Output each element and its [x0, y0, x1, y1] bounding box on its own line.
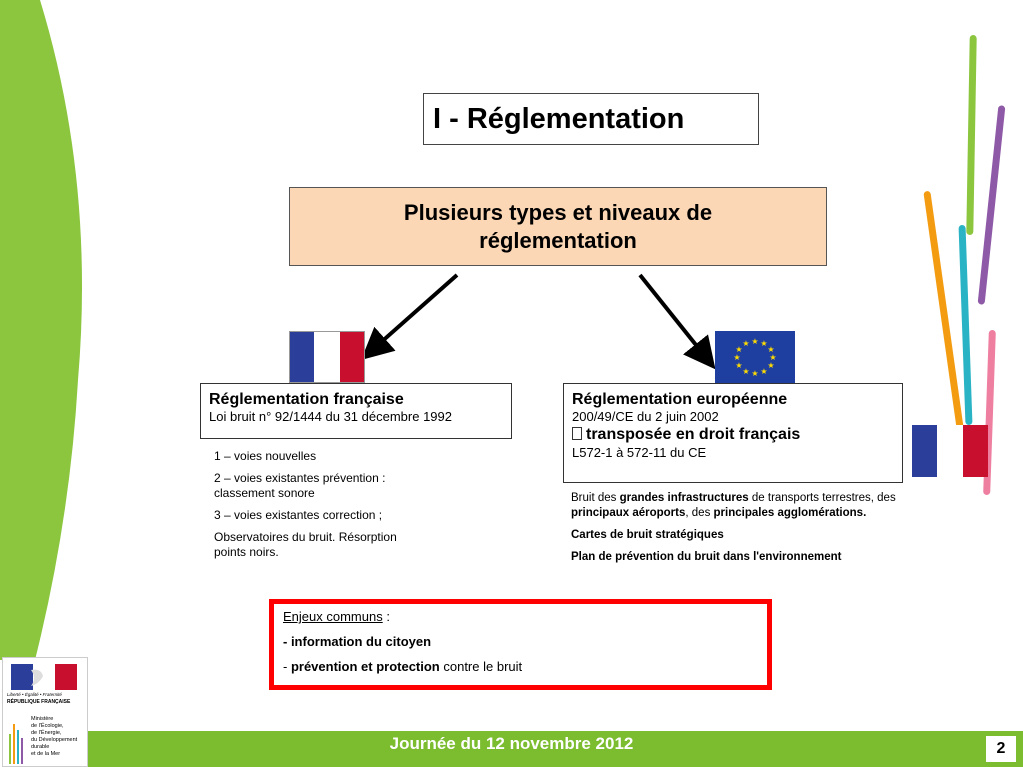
french-measures-list: [214, 449, 429, 567]
common-issues-heading: Enjeux communs :: [283, 609, 390, 624]
common-item-prevention: - prévention et protection contre le bruit: [283, 659, 523, 674]
svg-text:★: ★: [735, 345, 743, 354]
eu-flag: [715, 331, 795, 385]
transposition-text: transposée en droit français: [586, 426, 801, 443]
arrow-icon: [572, 427, 582, 440]
slide-title: I - Réglementation: [423, 93, 759, 145]
subtitle-box: [289, 187, 827, 266]
footer-text: Journée du 12 novembre 2012: [389, 734, 634, 753]
subtitle-text: Plusieurs types et niveaux de réglementation: [403, 199, 713, 253]
logo-motto: Liberté • Égalité • Fraternité: [7, 692, 62, 697]
svg-text:★: ★: [760, 367, 768, 376]
eu-scope: Bruit des grandes infrastructures de transports terrestres, des principaux aéroports, des principales agglomérations.: [571, 492, 896, 519]
arrow-left: [370, 275, 457, 352]
svg-text:★: ★: [767, 361, 775, 370]
european-details: [571, 491, 896, 572]
svg-text:★: ★: [767, 345, 775, 354]
eu-prevention-plan: Plan de prévention du bruit dans l'environnement: [571, 551, 842, 563]
marianne-logo: [11, 664, 77, 690]
svg-text:★: ★: [733, 353, 741, 362]
common-issues-box: [269, 599, 772, 690]
svg-text:★: ★: [760, 339, 768, 348]
left-green-decoration: [0, 0, 90, 660]
french-flag: [289, 331, 365, 383]
list-item: 1 – voies nouvelles: [214, 449, 317, 463]
svg-text:★: ★: [751, 337, 759, 346]
european-regulation-title: Réglementation européenne: [572, 391, 788, 408]
european-articles: L572-1 à 572-11 du CE: [572, 445, 707, 460]
svg-text:★: ★: [769, 353, 777, 362]
arrow-right: [640, 275, 708, 360]
french-flag-right: [912, 425, 988, 477]
list-item: 2 – voies existantes prévention : classement sonore: [214, 471, 386, 500]
french-law: Loi bruit n° 92/1444 du 31 décembre 1992: [209, 409, 452, 424]
arrows: [340, 265, 720, 375]
page-number: 2: [985, 735, 1017, 763]
list-item: Observatoires du bruit. Résorption points noirs.: [214, 530, 397, 559]
eu-noise-maps: Cartes de bruit stratégiques: [571, 529, 724, 541]
logo-republic: RÉPUBLIQUE FRANÇAISE: [7, 699, 71, 705]
french-regulation-box: [200, 383, 512, 439]
svg-text:★: ★: [735, 361, 743, 370]
svg-text:★: ★: [742, 367, 750, 376]
common-item-information: - information du citoyen: [283, 634, 432, 649]
transposition: [572, 425, 894, 445]
logo-ministry-text: Ministère de l'Écologie, de l'Énergie, du Développement durable et de la Mer: [31, 716, 78, 757]
svg-text:★: ★: [751, 369, 759, 378]
european-regulation-box: [563, 383, 903, 483]
list-item: 3 – voies existantes correction ;: [214, 508, 383, 522]
french-regulation-title: Réglementation française: [209, 391, 404, 408]
svg-text:★: ★: [742, 339, 750, 348]
european-directive: 200/49/CE du 2 juin 2002: [572, 409, 719, 424]
